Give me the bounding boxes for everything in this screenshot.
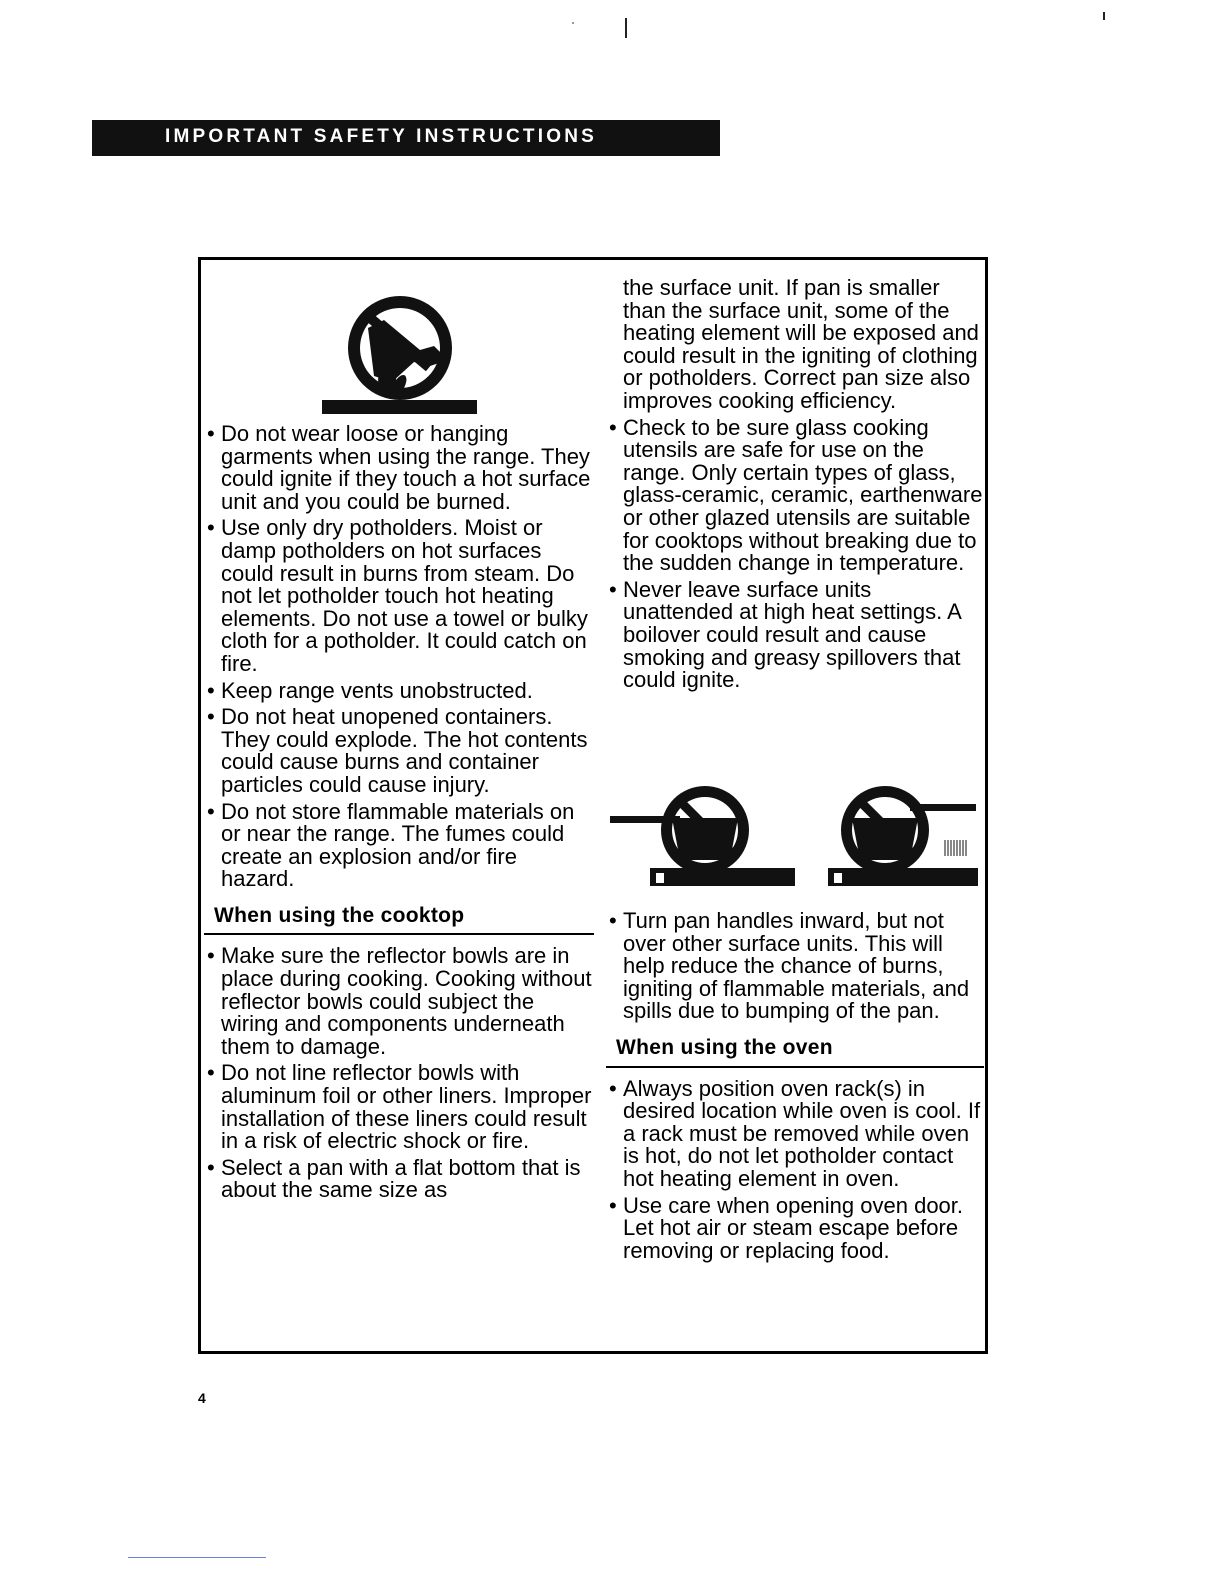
divider (128, 1557, 266, 1558)
right-column-top (606, 277, 984, 696)
scan-mark (572, 22, 574, 24)
list-item: • Keep range vents unobstructed. (207, 677, 533, 703)
left-column (204, 423, 594, 1206)
pan-handle-position-icon (610, 780, 980, 898)
list-item: • Use only dry potholders. Moist or damp potholders on hot surfaces could result in burns from steam. Do not let potholder touch hot heating elements. Do not use a towel or bulky cloth for a potholder. It could catch on fire. (207, 515, 588, 676)
list-item: • Do not heat unopened containers. They could explode. The hot contents could cause burns and container particles could cause injury. (207, 704, 588, 797)
page-title: IMPORTANT SAFETY INSTRUCTIONS (165, 126, 597, 147)
list-item: • Turn pan handles inward, but not over other surface units. This will help reduce the chance of burns, igniting of flammable materials, and spills due to bumping of the pan. (609, 908, 970, 1024)
continued-text: the surface unit. If pan is smaller than the surface unit, some of the heating element will be exposed and could result in the igniting of clothing or potholders. Correct pan size also improves cooking efficiency. (623, 275, 979, 413)
list-item: • Use care when opening oven door. Let hot air or steam escape before removing or replacing food. (609, 1192, 964, 1263)
list-item: • Do not line reflector bowls with aluminum foil or other liners. Improper installation of these liners could result in a risk of electric shock or fire. (207, 1060, 592, 1154)
section-heading-cooktop: When using the cooktop (204, 897, 594, 936)
right-column-bottom (606, 910, 984, 1266)
scan-mark (625, 18, 627, 38)
scan-mark (1103, 12, 1105, 20)
no-loose-garments-icon (322, 290, 477, 415)
list-item: • Always position oven rack(s) in desired location while oven is cool. If a rack must be removed while oven is hot, do not let potholder contact hot heating element in oven. (609, 1075, 981, 1191)
list-item: • Never leave surface units unattended at high heat settings. A boilover could result and cause smoking and greasy spillovers that could ignite. (609, 576, 961, 693)
list-item: • Select a pan with a flat bottom that is about the same size as (207, 1154, 581, 1203)
list-item: • Make sure the reflector bowls are in place during cooking. Cooking without reflector bowls could subject the wiring and components underneath them to damage. (207, 943, 592, 1059)
section-heading-oven: When using the oven (606, 1029, 984, 1068)
list-item: • Do not store flammable materials on or near the range. The fumes could create an explosion and/or fire hazard. (207, 798, 575, 892)
page-number: 4 (198, 1390, 206, 1406)
list-item: • Do not wear loose or hanging garments when using the range. They could ignite if they touch a hot surface unit and you could be burned. (207, 421, 591, 514)
list-item: • Check to be sure glass cooking utensils are safe for use on the range. Only certain types of glass, glass-ceramic, ceramic, earthenware or other glazed utensils are suitable for cooktops without breaking due to the sudden change in temperature. (609, 414, 983, 576)
